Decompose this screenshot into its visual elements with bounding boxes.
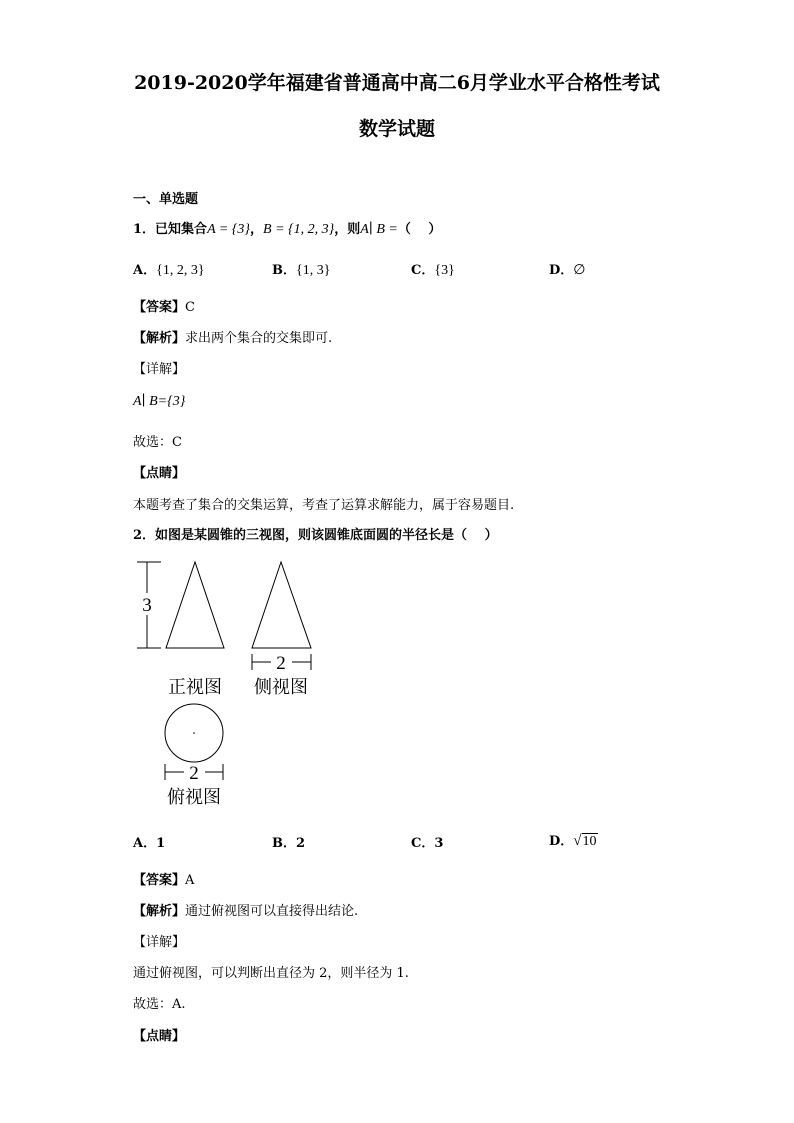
- analysis-tag: 【解析】: [133, 331, 186, 346]
- q2-analysis: [133, 900, 358, 919]
- q1-option-c: C．{3}: [411, 263, 455, 278]
- top-view: [165, 704, 223, 807]
- front-view: [137, 562, 224, 697]
- q1-option-b: B．{1, 3}: [272, 263, 331, 278]
- center-dot: [193, 732, 195, 734]
- q2-detail-tag: 【详解】: [133, 935, 186, 950]
- answer-value: A: [185, 873, 195, 888]
- front-caption: 正视图: [168, 677, 222, 697]
- analysis-text: 求出两个集合的交集即可.: [185, 331, 333, 346]
- question-number: 2．: [133, 528, 156, 543]
- question-1-stem: [133, 218, 441, 238]
- page-subtitle: 数学试题: [358, 118, 435, 140]
- q2-comment-tag: 【点睛】: [133, 1029, 186, 1044]
- side-caption: 侧视图: [254, 677, 308, 697]
- q2-option-b: B．2: [272, 836, 306, 851]
- height-label: 3: [142, 595, 152, 616]
- q2-option-a: A．1: [133, 836, 166, 851]
- set-b: B = {1, 2, 3}: [263, 222, 335, 237]
- question-lead: 已知集合: [155, 222, 208, 237]
- q2-answer: [133, 869, 194, 888]
- three-view-figure: [128, 553, 328, 811]
- q1-detail-tag: 【详解】: [133, 362, 186, 377]
- question-2-stem: [133, 524, 498, 543]
- q1-option-a: A．{1, 2, 3}: [133, 263, 205, 278]
- q1-option-d: D．∅: [549, 263, 586, 278]
- q1-detail-math: A∣ B={3}: [133, 394, 186, 409]
- q2-option-c: C．3: [411, 836, 444, 851]
- top-caption: 俯视图: [167, 787, 221, 807]
- set-a: A = {3}: [207, 222, 251, 237]
- side-width-label: 2: [276, 653, 286, 674]
- q1-analysis: [133, 327, 332, 346]
- separator: ，: [250, 222, 264, 237]
- side-view: [252, 562, 311, 697]
- sqrt-radicand: 10: [582, 834, 597, 849]
- answer-tag: 【答案】: [133, 873, 186, 888]
- q1-comment-tag: 【点睛】: [133, 466, 186, 481]
- top-width-label: 2: [189, 763, 199, 784]
- section-title: 一、单选题: [133, 192, 199, 207]
- analysis-tag: 【解析】: [133, 904, 186, 919]
- front-triangle: [166, 562, 224, 648]
- analysis-text: 通过俯视图可以直接得出结论.: [185, 904, 359, 919]
- q1-chosen: 故选：C: [133, 435, 182, 450]
- page-title: 2019-2020学年福建省普通高中高二6月学业水平合格性考试: [134, 72, 660, 94]
- q2-chosen: 故选：A.: [133, 997, 186, 1012]
- q1-answer: [133, 296, 195, 315]
- side-triangle: [252, 562, 311, 648]
- sqrt-sign: √: [573, 833, 582, 849]
- q2-option-d: D．√10: [549, 833, 597, 849]
- q2-detail: 通过俯视图，可以判断出直径为 2，则半径为 1.: [133, 966, 409, 981]
- question-text: 如图是某圆锥的三视图，则该圆锥底面圆的半径长是（ ）: [155, 528, 498, 543]
- q1-comment: 本题考查了集合的交集运算，考查了运算求解能力，属于容易题目.: [133, 498, 515, 513]
- question-number: 1．: [133, 222, 156, 237]
- answer-value: C: [185, 300, 195, 315]
- answer-blank: （ ）: [397, 222, 442, 237]
- answer-tag: 【答案】: [133, 300, 186, 315]
- expression: A∣ B =: [360, 222, 398, 237]
- question-ask: ，则: [334, 222, 361, 237]
